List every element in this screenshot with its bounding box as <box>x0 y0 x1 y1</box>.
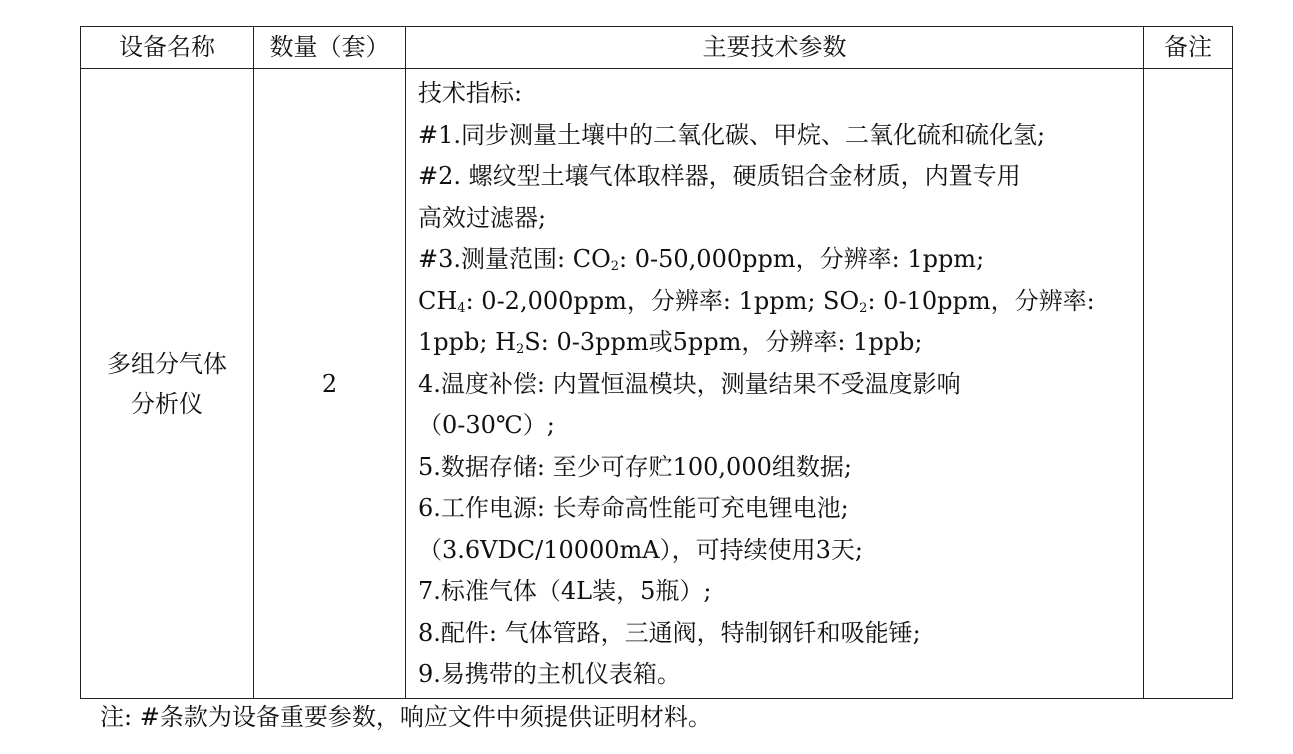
param-text: 1ppb; H <box>418 328 517 356</box>
subscript: 2 <box>516 342 525 357</box>
table-header-row <box>81 27 1233 69</box>
param-line: （3.6VDC/10000mA），可持续使用3天; <box>418 535 863 564</box>
equipment-name-line1: 多组分气体 <box>107 349 227 378</box>
param-line: #2. 螺纹型土壤气体取样器，硬质铝合金材质，内置专用 <box>418 162 1021 190</box>
subscript: 2 <box>610 259 620 274</box>
header-remarks: 备注 <box>1144 27 1233 69</box>
param-text: CH <box>418 286 458 315</box>
param-text: : 0-50,000ppm，分辨率: 1ppm; <box>619 245 985 273</box>
param-text: : 0-10ppm，分辨率: <box>867 286 1095 315</box>
param-text: : 0-2,000ppm，分辨率: 1ppm; SO <box>465 286 860 315</box>
equipment-name-line2: 分析仪 <box>131 389 203 418</box>
param-line: 9.易携带的主机仪表箱。 <box>418 660 681 688</box>
equipment-spec-table <box>80 26 1233 699</box>
equipment-name-cell <box>81 69 254 699</box>
subscript: 4 <box>457 300 466 316</box>
param-line-range-ch4-so2 <box>418 281 1143 323</box>
param-line: 4.温度补偿: 内置恒温模块，测量结果不受温度影响 <box>418 369 961 398</box>
quantity-cell: 2 <box>254 69 406 699</box>
footnote: 注: #条款为设备重要参数，响应文件中须提供证明材料。 <box>100 703 712 731</box>
params-cell <box>406 69 1144 699</box>
header-main-params: 主要技术参数 <box>406 27 1144 69</box>
param-line-range-h2s <box>418 322 1143 364</box>
param-line: 高效过滤器; <box>418 203 547 232</box>
param-line: 7.标准气体（4L装，5瓶）; <box>418 577 712 605</box>
header-equipment-name: 设备名称 <box>81 27 254 69</box>
param-line: （0-30℃）; <box>418 411 555 439</box>
header-quantity: 数量（套） <box>254 27 406 69</box>
subscript: 2 <box>859 300 868 316</box>
param-line: 6.工作电源: 长寿命高性能可充电锂电池; <box>418 494 849 522</box>
param-line: 5.数据存储: 至少可存贮100,000组数据; <box>418 452 852 481</box>
param-text: #3.测量范围: CO <box>418 245 611 273</box>
param-text: S: 0-3ppm或5ppm，分辨率: 1ppb; <box>524 328 923 356</box>
table-row <box>81 69 1233 699</box>
param-line-range-co2 <box>418 239 1143 281</box>
param-line: 技术指标: <box>418 79 523 107</box>
param-line: 8.配件: 气体管路，三通阀，特制钢钎和吸能锤; <box>418 618 921 647</box>
remarks-cell <box>1144 69 1233 699</box>
param-line: #1.同步测量土壤中的二氧化碳、甲烷、二氧化硫和硫化氢; <box>418 120 1046 149</box>
